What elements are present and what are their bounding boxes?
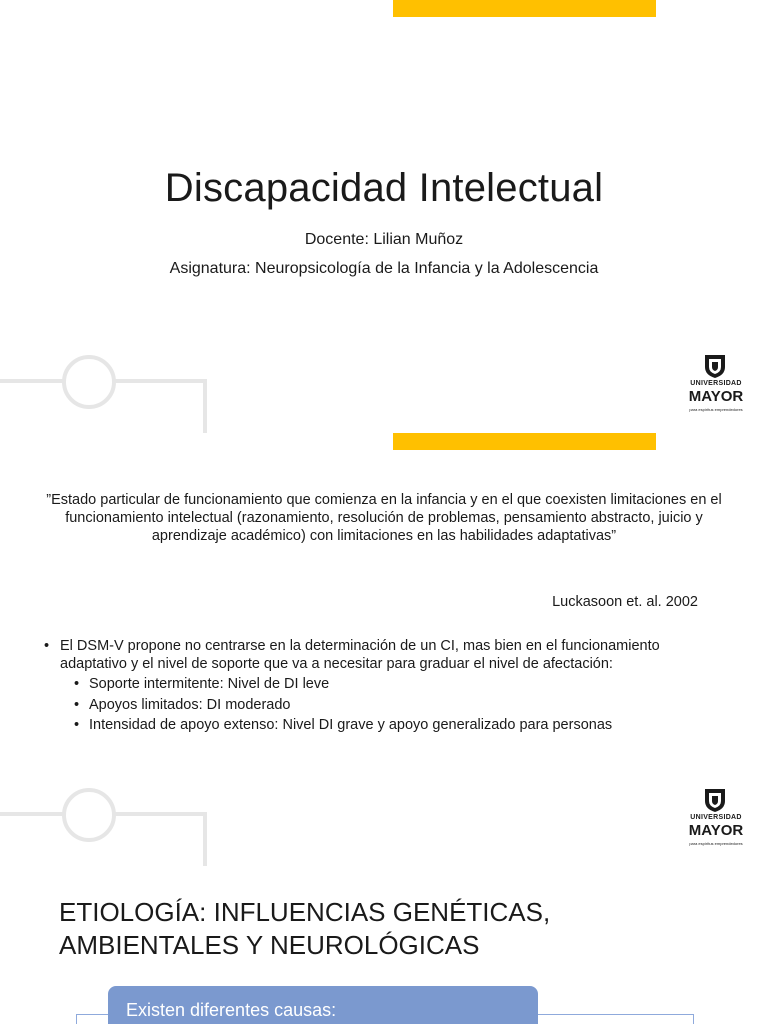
quote-citation: Luckasoon et. al. 2002	[552, 594, 698, 610]
asignatura-text: Asignatura: Neuropsicología de la Infancia y la Adolescencia	[169, 260, 599, 277]
logo-tagline: para espíritus emprendedores	[689, 407, 743, 412]
accent-bar-top	[393, 0, 656, 17]
bullet-list	[44, 638, 724, 738]
slide-definition	[0, 433, 768, 866]
docente-text: Docente: Lilian Muñoz	[304, 231, 464, 248]
support-levels-list	[44, 676, 724, 735]
slide-etiology	[0, 866, 768, 1024]
logo-tagline: para espíritus emprendedores	[689, 841, 743, 846]
shield-icon	[704, 787, 726, 813]
university-logo	[676, 787, 756, 853]
etiology-title	[59, 896, 550, 962]
causes-box: Existen diferentes causas:	[108, 986, 538, 1024]
decorative-connector	[0, 788, 210, 866]
list-item: • Soporte intermitente: Nivel de DI leve	[74, 676, 724, 694]
logo-word-universidad: UNIVERSIDAD	[690, 380, 742, 387]
shield-icon	[704, 353, 726, 379]
logo-word-mayor: MAYOR	[688, 388, 744, 405]
slide-title	[0, 0, 768, 433]
logo-word-mayor: MAYOR	[688, 822, 744, 839]
bullet-dsm: • El DSM-V propone no centrarse en la determinación de un CI, mas bien en el funcionamiento adaptativo y el nivel de soporte que va a necesitar para graduar el nivel de afectación:	[44, 638, 724, 673]
logo-word-universidad: UNIVERSIDAD	[690, 814, 742, 821]
etiology-title-line1: ETIOLOGÍA: INFLUENCIAS GENÉTICAS,	[59, 897, 551, 927]
decorative-connector	[0, 355, 210, 433]
definition-quote: ”Estado particular de funcionamiento que comienza en la infancia y en el que coexisten limitaciones en el funcionamiento intelectual (razonamiento, resolución de problemas, pensamiento abstracto, juicio y aprendizaje académico) con limitaciones en las habilidades adaptativas”	[46, 492, 722, 544]
slide-title-heading: Discapacidad Intelectual	[164, 166, 604, 210]
list-item: • Apoyos limitados: DI moderado	[74, 697, 724, 715]
list-item: • Intensidad de apoyo extenso: Nivel DI grave y apoyo generalizado para personas	[74, 717, 724, 735]
accent-bar-top	[393, 433, 656, 450]
etiology-title-line2: AMBIENTALES Y NEUROLÓGICAS	[59, 930, 480, 960]
university-logo	[676, 353, 756, 419]
